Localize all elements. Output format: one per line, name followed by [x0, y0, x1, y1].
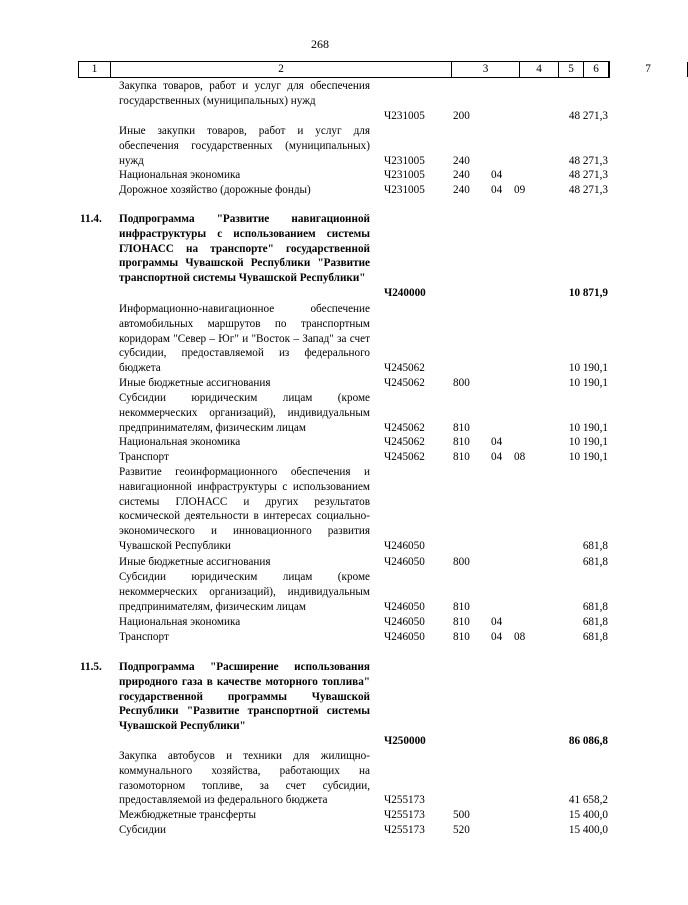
expense-type: 810 — [453, 421, 470, 434]
row-description: Национальная экономика — [119, 169, 241, 181]
amount: 681,8 — [582, 631, 608, 643]
row-number: 11.5. — [80, 661, 102, 673]
target-code: Ч246050 — [384, 600, 425, 613]
page-number: 268 — [311, 37, 329, 51]
header-col-2: 2 — [110, 62, 451, 77]
expense-type: 800 — [453, 377, 470, 389]
amount: 48 271,3 — [568, 169, 608, 181]
amount: 48 271,3 — [568, 154, 608, 167]
amount: 681,8 — [582, 600, 608, 613]
amount: 10 190,1 — [568, 362, 608, 375]
amount: 15 400,0 — [568, 824, 608, 836]
target-code: Ч231005 — [384, 154, 425, 167]
subsection: 09 — [514, 184, 526, 196]
target-code: Ч255173 — [384, 824, 425, 836]
row-description: Транспорт — [119, 631, 169, 643]
expense-type: 240 — [453, 154, 470, 167]
header-col-7: 7 — [608, 62, 688, 77]
amount: 15 400,0 — [568, 809, 608, 821]
subsection: 08 — [514, 451, 526, 463]
row-description: Дорожное хозяйство (дорожные фонды) — [119, 184, 311, 196]
amount: 48 271,3 — [568, 184, 608, 196]
table-header — [78, 61, 651, 78]
amount: 86 086,8 — [568, 735, 608, 747]
target-code: Ч255173 — [384, 809, 425, 821]
expense-type: 810 — [453, 631, 470, 643]
amount: 10 190,1 — [568, 421, 608, 434]
row-number: 11.4. — [80, 213, 102, 225]
target-code: Ч246050 — [384, 556, 425, 568]
target-code: Ч245062 — [384, 421, 425, 434]
row-description: Подпрограмма "Развитие навигационной инфраструктуры с использованием системы ГЛОНАСС на транспорте" государственной программы Чувашской Республики "Развитие транспортной системы Чувашской Республики" — [119, 213, 370, 285]
amount: 48 271,3 — [568, 109, 608, 122]
row-description: Национальная экономика — [119, 436, 241, 448]
row-description: Субсидии юридическим лицам (кроме некоммерческих организаций), индивидуальным предпринимателям, физическим лицам — [119, 392, 370, 434]
amount: 10 190,1 — [568, 436, 608, 448]
subsection: 08 — [514, 631, 526, 643]
expense-type: 810 — [453, 600, 470, 613]
expense-type: 810 — [453, 451, 470, 463]
section: 04 — [491, 436, 503, 448]
target-code: Ч245062 — [384, 377, 425, 389]
target-code: Ч246050 — [384, 631, 425, 643]
row-description: Подпрограмма "Расширение использования природного газа в качестве моторного топлива" государственной программы Чувашской Республики "Развитие транспортной системы Чувашской Республики" — [119, 661, 370, 733]
amount: 10 190,1 — [568, 451, 608, 463]
target-code: Ч231005 — [384, 184, 425, 196]
row-description: Межбюджетные трансферты — [119, 809, 256, 821]
target-code: Ч255173 — [384, 794, 425, 807]
section: 04 — [491, 631, 503, 643]
section: 04 — [491, 169, 503, 181]
expense-type: 500 — [453, 809, 470, 821]
row-description: Закупка товаров, работ и услуг для обеспечения государственных (муниципальных) нужд — [119, 80, 370, 107]
target-code: Ч231005 — [384, 109, 425, 122]
expense-type: 520 — [453, 824, 470, 836]
header-col-5: 5 — [558, 62, 583, 77]
amount: 681,8 — [582, 540, 608, 552]
row-description: Закупка автобусов и техники для жилищно-коммунального хозяйства, работающих на газомоторном топливе, за счет субсидии, предоставляемой из федерального бюджета — [119, 750, 370, 807]
target-code: Ч245062 — [384, 451, 425, 463]
row-description: Развитие геоинформационного обеспечения и навигационной инфраструктуры с использованием системы ГЛОНАСС и других результатов космической деятельности в интересах социально-экономического и инновационного развития Чувашской Республики — [119, 466, 370, 552]
section: 04 — [491, 184, 503, 196]
section: 04 — [491, 616, 503, 628]
target-code: Ч250000 — [384, 735, 426, 747]
section: 04 — [491, 451, 503, 463]
target-code: Ч245062 — [384, 362, 425, 375]
target-code: Ч240000 — [384, 287, 426, 299]
row-description: Транспорт — [119, 451, 169, 463]
row-description: Субсидии — [119, 824, 166, 836]
amount: 10 190,1 — [568, 377, 608, 389]
target-code: Ч231005 — [384, 169, 425, 181]
expense-type: 200 — [453, 109, 470, 122]
header-col-1: 1 — [78, 62, 110, 77]
row-description: Национальная экономика — [119, 616, 241, 628]
header-col-4: 4 — [519, 62, 558, 77]
row-description: Иные бюджетные ассигнования — [119, 377, 271, 389]
expense-type: 240 — [453, 184, 470, 196]
amount: 681,8 — [582, 556, 608, 568]
expense-type: 810 — [453, 616, 470, 628]
row-description: Иные закупки товаров, работ и услуг для обеспечения государственных (муниципальных) нужд — [119, 125, 370, 167]
row-description: Иные бюджетные ассигнования — [119, 556, 271, 568]
amount: 681,8 — [582, 616, 608, 628]
target-code: Ч246050 — [384, 616, 425, 628]
amount: 41 658,2 — [568, 794, 608, 807]
target-code: Ч245062 — [384, 436, 425, 448]
expense-type: 240 — [453, 169, 470, 181]
row-description: Субсидии юридическим лицам (кроме некоммерческих организаций), индивидуальным предпринимателям, физическим лицам — [119, 571, 370, 613]
header-col-3: 3 — [451, 62, 519, 77]
expense-type: 800 — [453, 556, 470, 568]
row-description: Информационно-навигационное обеспечение автомобильных маршрутов по транспортным коридорам "Север – Юг" и "Восток – Запад" за счет субсидии, предоставляемой из федерального бюджета — [119, 303, 370, 375]
target-code: Ч246050 — [384, 540, 425, 552]
header-col-6: 6 — [583, 62, 608, 77]
expense-type: 810 — [453, 436, 470, 448]
amount: 10 871,9 — [568, 287, 608, 299]
